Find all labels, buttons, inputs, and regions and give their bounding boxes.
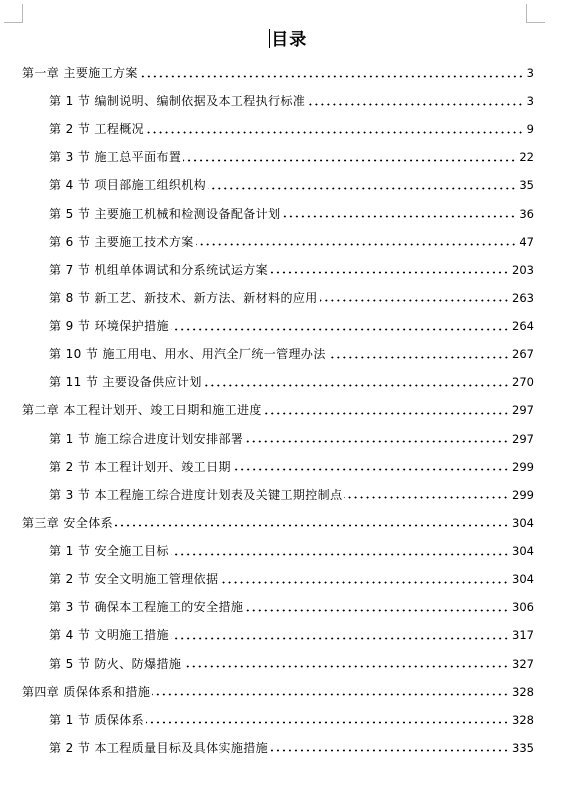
toc-section-entry[interactable] xyxy=(49,621,534,649)
toc-entry-title: 第 1 节 质保体系 xyxy=(49,712,145,727)
toc-dot-leader xyxy=(320,299,509,302)
toc-section-entry[interactable] xyxy=(49,425,534,453)
toc-dot-leader xyxy=(171,637,509,640)
toc-page-number: 35 xyxy=(519,178,534,193)
toc-section-entry[interactable] xyxy=(49,593,534,621)
toc-page-number: 297 xyxy=(512,431,534,446)
toc-page-number: 299 xyxy=(512,487,534,502)
toc-section-entry[interactable] xyxy=(49,734,534,762)
toc-dot-leader xyxy=(196,243,517,246)
toc-dot-leader xyxy=(220,581,509,584)
toc-section-entry[interactable] xyxy=(49,284,534,312)
toc-section-entry[interactable] xyxy=(49,256,534,284)
toc-entry-title: 第 2 节 本工程计划开、竣工日期 xyxy=(49,459,231,474)
toc-section-entry[interactable] xyxy=(49,706,534,734)
toc-dot-leader xyxy=(171,553,509,556)
toc-entry-title: 第 3 节 本工程施工综合进度计划表及关键工期控制点 xyxy=(49,487,343,502)
toc-chapter-entry[interactable] xyxy=(22,396,534,424)
toc-chapter-entry[interactable] xyxy=(22,509,534,537)
toc-entry-title: 第 3 节 施工总平面布置 xyxy=(49,150,182,165)
toc-entry-title: 第 4 节 项目部施工组织机构 xyxy=(49,178,207,193)
toc-dot-leader xyxy=(146,721,509,724)
toc-dot-leader xyxy=(183,159,516,162)
toc-entry-title: 第 9 节 环境保护措施 xyxy=(49,319,169,334)
toc-section-entry[interactable] xyxy=(49,228,534,256)
toc-page-number: 22 xyxy=(519,150,534,165)
toc-page-number: 203 xyxy=(512,262,534,277)
toc-page-number: 9 xyxy=(526,122,534,137)
toc-dot-leader xyxy=(270,749,509,752)
toc-page-number: 328 xyxy=(512,712,534,727)
toc-chapter-entry[interactable] xyxy=(22,59,534,87)
toc-page-number: 304 xyxy=(512,572,534,587)
toc-section-entry[interactable] xyxy=(49,650,534,678)
toc-section-entry[interactable] xyxy=(49,368,534,396)
toc-page-number: 270 xyxy=(512,375,534,390)
toc-entry-title: 第一章 主要施工方案 xyxy=(22,66,138,80)
toc-page-number: 304 xyxy=(512,544,534,559)
toc-section-entry[interactable] xyxy=(49,565,534,593)
toc-dot-leader xyxy=(233,468,509,471)
toc-entry-title: 第 5 节 防火、防爆措施 xyxy=(49,656,182,671)
toc-entry-title: 第 6 节 主要施工技术方案 xyxy=(49,234,194,249)
toc-entry-title: 第 2 节 工程概况 xyxy=(49,122,145,137)
toc-page-number: 304 xyxy=(512,515,534,530)
toc-entry-title: 第 7 节 机组单体调试和分系统试运方案 xyxy=(49,262,269,277)
toc-dot-leader xyxy=(328,356,509,359)
toc-entry-title: 第 1 节 施工综合进度计划安排部署 xyxy=(49,431,244,446)
toc-section-entry[interactable] xyxy=(49,481,534,509)
toc-dot-leader xyxy=(270,271,509,274)
toc-section-entry[interactable] xyxy=(49,200,534,228)
toc-page-number: 306 xyxy=(512,600,534,615)
toc-dot-leader xyxy=(282,215,516,218)
toc-entry-title: 第 8 节 新工艺、新技术、新方法、新材料的应用 xyxy=(49,290,318,305)
toc-page-number: 299 xyxy=(512,459,534,474)
page-margin-corner-mark xyxy=(526,4,545,23)
toc-dot-leader xyxy=(344,496,509,499)
toc-heading-text: 目录 xyxy=(271,30,308,50)
toc-page-number: 297 xyxy=(512,403,534,418)
toc-dot-leader xyxy=(204,384,509,387)
toc-page-number: 3 xyxy=(526,66,534,80)
toc-entry-title: 第四章 质保体系和措施 xyxy=(22,684,151,699)
toc-page-number: 263 xyxy=(512,290,534,305)
toc-entry-title: 第 2 节 本工程质量目标及具体实施措施 xyxy=(49,740,269,755)
toc-page-number: 317 xyxy=(512,628,534,643)
toc-entry-title: 第 2 节 安全文明施工管理依据 xyxy=(49,572,219,587)
toc-section-entry[interactable] xyxy=(49,453,534,481)
toc-entry-title: 第 3 节 确保本工程施工的安全措施 xyxy=(49,600,244,615)
toc-page-number: 335 xyxy=(512,740,534,755)
toc-entry-title: 第 11 节 主要设备供应计划 xyxy=(49,375,202,390)
toc-dot-leader xyxy=(152,693,509,696)
toc-section-entry[interactable] xyxy=(49,143,534,171)
toc-section-entry[interactable] xyxy=(49,340,534,368)
toc-dot-leader xyxy=(245,609,509,612)
toc-section-entry[interactable] xyxy=(49,537,534,565)
toc-dot-leader xyxy=(115,524,509,527)
toc-page-number: 267 xyxy=(512,347,534,362)
toc-entry-title: 第三章 安全体系 xyxy=(22,515,114,530)
toc-page-number: 3 xyxy=(526,94,534,109)
toc-dot-leader xyxy=(140,75,524,78)
toc-dot-leader xyxy=(264,412,509,415)
toc-section-entry[interactable] xyxy=(49,312,534,340)
toc-dot-leader xyxy=(146,131,524,134)
toc-section-entry[interactable] xyxy=(49,171,534,199)
toc-page-number: 47 xyxy=(519,234,534,249)
toc-page-number: 328 xyxy=(512,684,534,699)
toc-heading[interactable] xyxy=(0,28,576,52)
toc-page-number: 327 xyxy=(512,656,534,671)
toc-chapter-entry[interactable] xyxy=(22,678,534,706)
page-margin-corner-mark xyxy=(4,4,23,23)
toc-entry-title: 第 1 节 安全施工目标 xyxy=(49,544,169,559)
toc-dot-leader xyxy=(171,328,509,331)
toc-dot-leader xyxy=(307,103,523,106)
toc-entry-title: 第 1 节 编制说明、编制依据及本工程执行标准 xyxy=(49,94,306,109)
toc-dot-leader xyxy=(245,440,509,443)
toc-dot-leader xyxy=(183,665,509,668)
toc-entry-title: 第二章 本工程计划开、竣工日期和施工进度 xyxy=(22,403,262,418)
toc-entry-title: 第 10 节 施工用电、用水、用汽全厂统一管理办法 xyxy=(49,347,326,362)
toc-page-number: 264 xyxy=(512,319,534,334)
toc-section-entry[interactable] xyxy=(49,115,534,143)
toc-page-number: 36 xyxy=(519,206,534,221)
toc-entry-title: 第 4 节 文明施工措施 xyxy=(49,628,169,643)
toc-section-entry[interactable] xyxy=(49,87,534,115)
toc-entry-title: 第 5 节 主要施工机械和检测设备配备计划 xyxy=(49,206,281,221)
toc-dot-leader xyxy=(208,187,516,190)
